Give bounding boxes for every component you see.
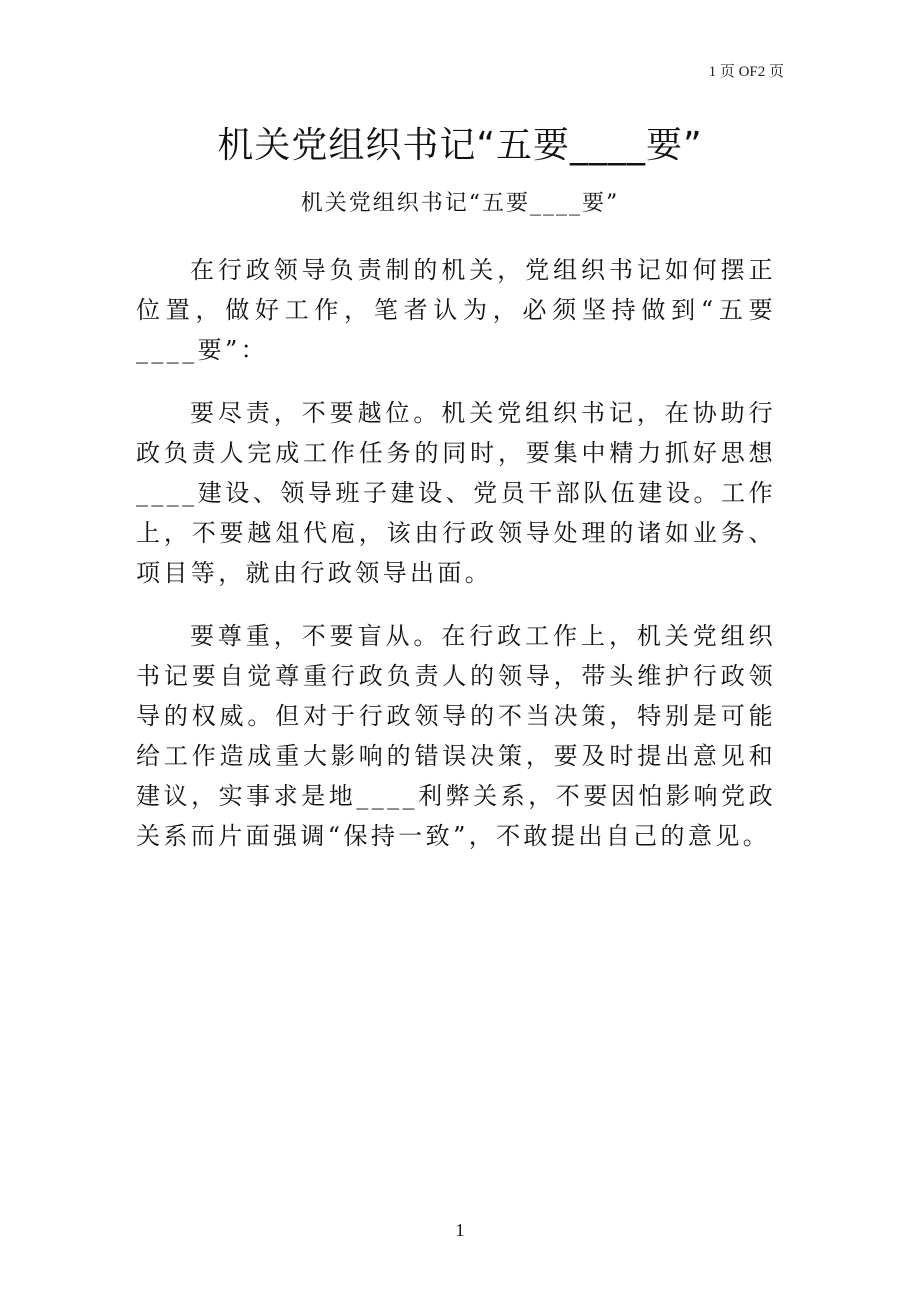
document-body — [136, 250, 776, 879]
page-indicator: 1 页 OF2 页 — [708, 64, 784, 80]
paragraph-intro: 在行政领导负责制的机关，党组织书记如何摆正位置，做好工作，笔者认为，必须坚持做到“五要____要”： — [136, 256, 776, 364]
page-number: 1 — [455, 1220, 465, 1240]
document-title: 机关党组织书记“五要____要” — [217, 125, 703, 166]
paragraph-respect: 要尊重，不要盲从。在行政工作上，机关党组织书记要自觉尊重行政负责人的领导，带头维护行政领导的权威。但对于行政领导的不当决策，特别是可能给工作造成重大影响的错误决策，要及时提出意见和建议，实事求是地____利弊关系，不要因怕影响党政关系而片面强调“保持一致”，不敢提出自己的意见。 — [136, 622, 776, 850]
paragraph-responsibility: 要尽责，不要越位。机关党组织书记，在协助行政负责人完成工作任务的同时，要集中精力抓好思想____建设、领导班子建设、党员干部队伍建设。工作上，不要越俎代庖，该由行政领导处理的诸如业务、项目等，就由行政领导出面。 — [136, 399, 776, 587]
document-subtitle: 机关党组织书记“五要____要” — [300, 191, 620, 216]
